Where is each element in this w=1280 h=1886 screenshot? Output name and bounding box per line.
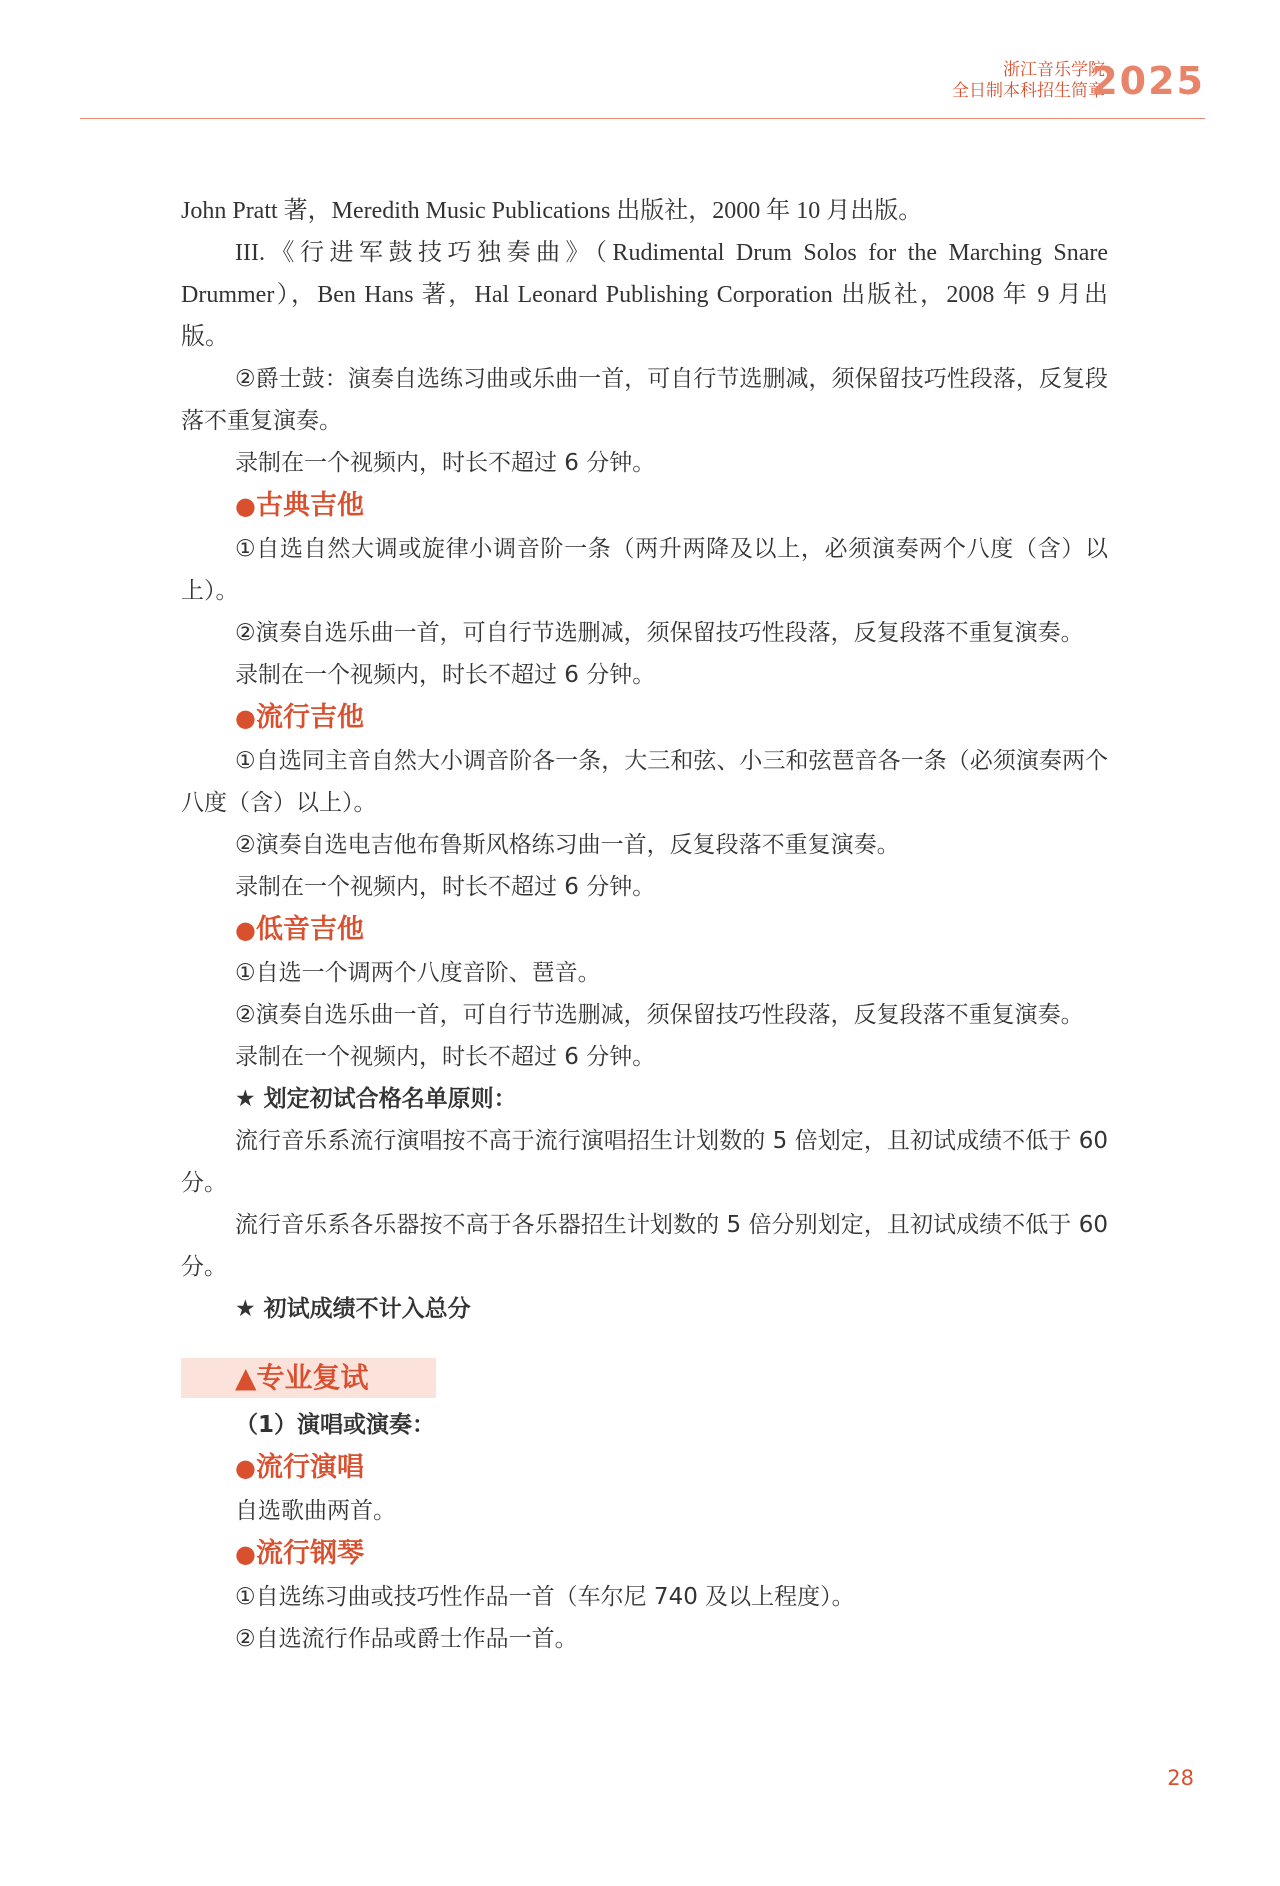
section-heading-pop-vocal — [181, 1446, 1108, 1490]
bullet-icon: ● — [235, 704, 256, 732]
paragraph: III.《行进军鼓技巧独奏曲》（Rudimental Drum Solos for the Marching Snare Drummer），Ben Hans 著，Hal Leonard Publishing Corporation 出版社，2008 年 9 月出版。 — [181, 240, 1108, 350]
heading-text: 流行钢琴 — [255, 1538, 364, 1569]
heading-text: 低音吉他 — [255, 914, 364, 945]
section-heading-pop-piano — [181, 1532, 1108, 1576]
bullet-icon: ● — [235, 492, 256, 520]
paragraph: ①自选一个调两个八度音阶、琶音。 — [235, 960, 601, 986]
paragraph: ②爵士鼓：演奏自选练习曲或乐曲一首，可自行节选删减，须保留技巧性段落，反复段落不重复演奏。 — [181, 366, 1108, 434]
paragraph: ②自选流行作品或爵士作品一首。 — [235, 1626, 578, 1652]
paragraph: 录制在一个视频内，时长不超过 6 分钟。 — [235, 662, 656, 688]
paragraph: ②演奏自选乐曲一首，可自行节选删减，须保留技巧性段落，反复段落不重复演奏。 — [235, 1002, 1084, 1028]
page-header — [80, 56, 1205, 119]
paragraph: ①自选自然大调或旋律小调音阶一条（两升两降及以上，必须演奏两个八度（含）以上）。 — [181, 536, 1108, 604]
section-heading-classical-guitar — [181, 484, 1108, 528]
paragraph: 自选歌曲两首。 — [235, 1498, 396, 1524]
header-year: 2025 — [1091, 59, 1205, 103]
heading-text: 流行演唱 — [255, 1452, 364, 1483]
paragraph: John Pratt 著，Meredith Music Publications 出版社，2000 年 10 月出版。 — [181, 198, 923, 224]
paragraph: 录制在一个视频内，时长不超过 6 分钟。 — [235, 1044, 656, 1070]
heading-text: 古典吉他 — [255, 490, 364, 521]
heading-text: 流行吉他 — [255, 702, 364, 733]
page-content — [181, 190, 1108, 1660]
paragraph: ①自选练习曲或技巧性作品一首（车尔尼 740 及以上程度）。 — [235, 1584, 855, 1610]
section-banner: ▲专业复试 — [181, 1358, 436, 1398]
header-title — [952, 60, 1105, 102]
section-heading-pop-guitar — [181, 696, 1108, 740]
paragraph: 流行音乐系流行演唱按不高于流行演唱招生计划数的 5 倍划定，且初试成绩不低于 60 分。 — [181, 1128, 1108, 1196]
paragraph: 流行音乐系各乐器按不高于各乐器招生计划数的 5 倍分别划定，且初试成绩不低于 60 分。 — [181, 1212, 1108, 1280]
paragraph: 录制在一个视频内，时长不超过 6 分钟。 — [235, 450, 656, 476]
paragraph: ①自选同主音自然大小调音阶各一条，大三和弦、小三和弦琶音各一条（必须演奏两个八度（含）以上）。 — [181, 748, 1108, 816]
page-number: 28 — [1167, 1766, 1194, 1790]
paragraph: ②演奏自选电吉他布鲁斯风格练习曲一首，反复段落不重复演奏。 — [235, 832, 900, 858]
bullet-icon: ● — [235, 916, 256, 944]
section-heading-bass-guitar — [181, 908, 1108, 952]
bullet-icon: ● — [235, 1540, 256, 1568]
header-doc: 全日制本科招生简章 — [952, 81, 1105, 101]
paragraph: 录制在一个视频内，时长不超过 6 分钟。 — [235, 874, 656, 900]
star-note: ★ 划定初试合格名单原则： — [235, 1086, 517, 1112]
paragraph: ②演奏自选乐曲一首，可自行节选删减，须保留技巧性段落，反复段落不重复演奏。 — [235, 620, 1084, 646]
star-note: ★ 初试成绩不计入总分 — [235, 1296, 471, 1322]
subheading: （1）演唱或演奏： — [235, 1412, 436, 1438]
header-school: 浙江音乐学院 — [1003, 60, 1105, 80]
bullet-icon: ● — [235, 1454, 256, 1482]
